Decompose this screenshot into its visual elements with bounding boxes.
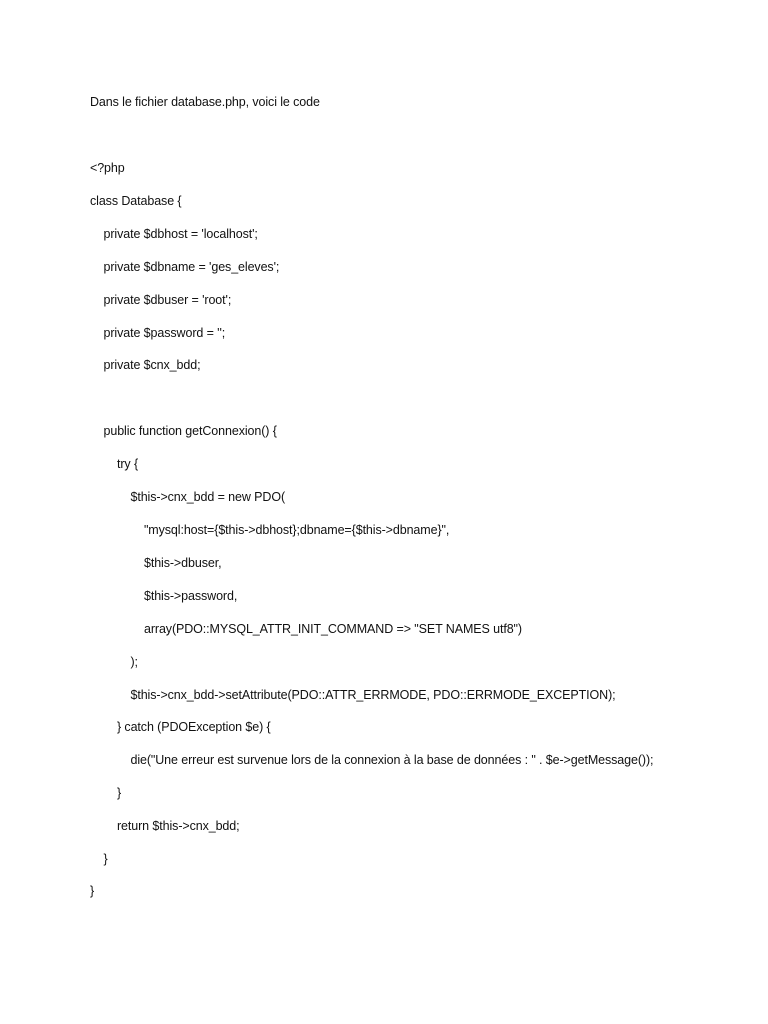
code-line: try { bbox=[90, 457, 139, 471]
code-line: } bbox=[90, 786, 122, 800]
code-line: public function getConnexion() { bbox=[90, 424, 277, 438]
code-line: $this->cnx_bdd->setAttribute(PDO::ATTR_ERRMODE, PDO::ERRMODE_EXCEPTION); bbox=[90, 688, 616, 702]
code-line: "mysql:host={$this->dbhost};dbname={$this->dbname}", bbox=[90, 523, 450, 537]
code-line: ); bbox=[90, 655, 138, 669]
code-line: private $cnx_bdd; bbox=[90, 358, 201, 372]
code-line: private $dbname = 'ges_eleves'; bbox=[90, 260, 280, 274]
intro-paragraph: Dans le fichier database.php, voici le code bbox=[90, 95, 320, 109]
code-line: <?php bbox=[90, 161, 125, 175]
code-line: private $dbuser = 'root'; bbox=[90, 293, 232, 307]
code-line: $this->dbuser, bbox=[90, 556, 222, 570]
code-line: $this->password, bbox=[90, 589, 238, 603]
code-line: $this->cnx_bdd = new PDO( bbox=[90, 490, 286, 504]
code-line: private $password = ''; bbox=[90, 326, 226, 340]
code-line: } bbox=[90, 852, 108, 866]
code-line: } bbox=[90, 884, 95, 898]
code-line: class Database { bbox=[90, 194, 182, 208]
code-line: return $this->cnx_bdd; bbox=[90, 819, 240, 833]
code-line: array(PDO::MYSQL_ATTR_INIT_COMMAND => "SET NAMES utf8") bbox=[90, 622, 522, 636]
code-line: die("Une erreur est survenue lors de la connexion à la base de données : " . $e->getMessage()); bbox=[90, 753, 654, 767]
code-line: } catch (PDOException $e) { bbox=[90, 720, 271, 734]
code-line: private $dbhost = 'localhost'; bbox=[90, 227, 258, 241]
